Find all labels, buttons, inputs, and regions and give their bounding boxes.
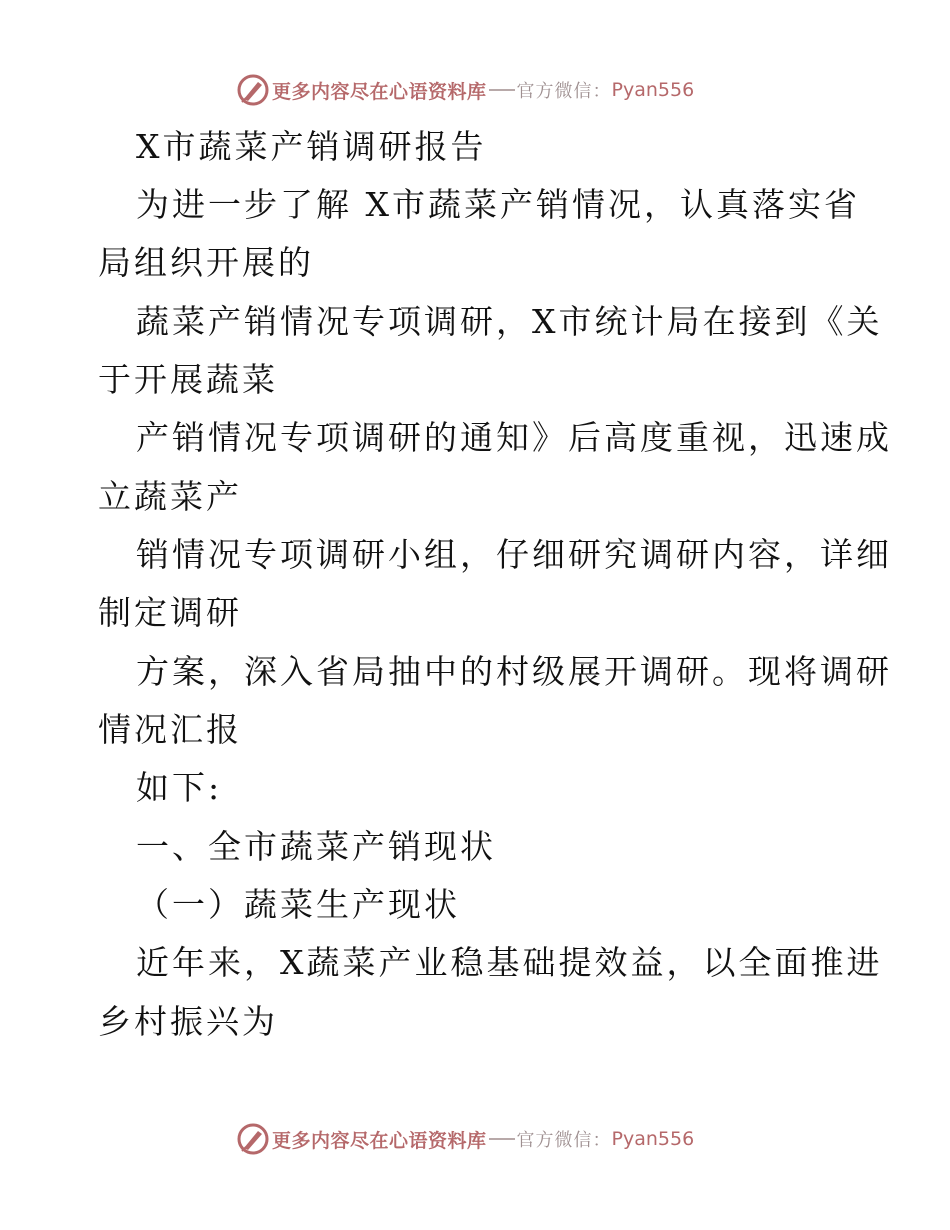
watermark-main-text: 更多内容尽在心语资料库: [272, 1129, 487, 1152]
paragraph-line: 销情况专项调研小组，仔细研究调研内容，详细: [136, 535, 892, 574]
paragraph-line: 如下:: [136, 768, 223, 807]
paragraph-line: 制定调研: [98, 593, 242, 632]
paragraph-line: 近年来，X蔬菜产业稳基础提效益，以全面推进: [136, 943, 883, 982]
watermark-id-text: Pyan556: [611, 1128, 695, 1150]
paragraph-line: 于开展蔬菜: [98, 360, 278, 399]
paragraph-line: 局组织开展的: [98, 243, 314, 282]
paragraph-line: 为进一步了解 X市蔬菜产销情况，认真落实省: [136, 185, 860, 224]
paragraph-line: 情况汇报: [98, 710, 242, 749]
document-title: X市蔬菜产销调研报告: [136, 127, 487, 166]
paragraph-line: 产销情况专项调研的通知》后高度重视，迅速成: [136, 418, 892, 457]
footer-watermark: [236, 1122, 694, 1156]
paragraph-line: 乡村振兴为: [98, 1002, 278, 1041]
watermark-id-text: Pyan556: [611, 79, 695, 101]
watermark-sub-text: 官方微信：: [516, 81, 612, 102]
quill-seal-icon: [236, 1122, 270, 1156]
section-heading: 一、全市蔬菜产销现状: [136, 827, 496, 866]
paragraph-line: 蔬菜产销情况专项调研，X市统计局在接到《关: [136, 302, 883, 341]
subsection-heading: （一）蔬菜生产现状: [136, 885, 460, 924]
watermark-dash: [489, 89, 515, 91]
paragraph-line: 方案，深入省局抽中的村级展开调研。现将调研: [136, 652, 892, 691]
quill-seal-icon: [236, 73, 270, 107]
watermark-dash: [489, 1138, 515, 1140]
paragraph-line: 立蔬菜产: [98, 477, 242, 516]
header-watermark: [236, 73, 694, 107]
watermark-sub-text: 官方微信：: [516, 1130, 612, 1151]
watermark-main-text: 更多内容尽在心语资料库: [272, 80, 487, 103]
